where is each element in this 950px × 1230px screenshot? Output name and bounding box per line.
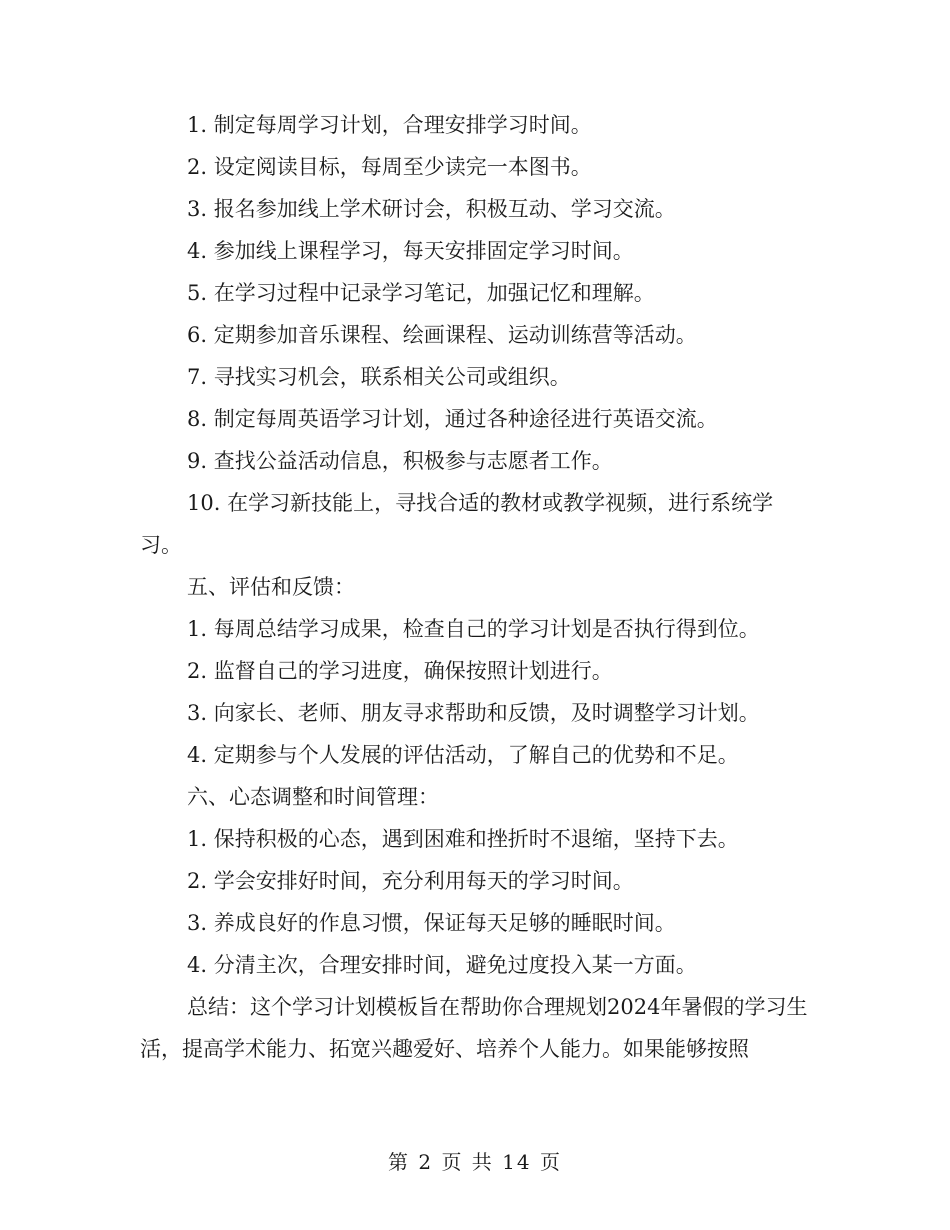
list-item: 3. 向家长、老师、朋友寻求帮助和反馈，及时调整学习计划。 — [187, 701, 760, 725]
document-body — [140, 104, 812, 1070]
section-heading: 六、心态调整和时间管理： — [187, 785, 439, 809]
list-item: 3. 报名参加线上学术研讨会，积极互动、学习交流。 — [187, 197, 676, 221]
list-item: 1. 每周总结学习成果，检查自己的学习计划是否执行得到位。 — [187, 617, 760, 641]
summary-paragraph: 总结：这个学习计划模板旨在帮助你合理规划2024年暑假的学习生活，提高学术能力、拓宽兴趣爱好、培养个人能力。如果能够按照 — [140, 995, 808, 1061]
section-heading: 五、评估和反馈： — [187, 575, 355, 599]
list-item: 2. 学会安排好时间，充分利用每天的学习时间。 — [187, 869, 634, 893]
list-item: 8. 制定每周英语学习计划，通过各种途径进行英语交流。 — [187, 407, 718, 431]
page-footer: 第 2 页 共 14 页 — [388, 1150, 562, 1174]
list-item: 1. 保持积极的心态，遇到困难和挫折时不退缩，坚持下去。 — [187, 827, 739, 851]
list-item: 10. 在学习新技能上，寻找合适的教材或教学视频，进行系统学习。 — [140, 491, 774, 557]
list-item: 4. 分清主次，合理安排时间，避免过度投入某一方面。 — [187, 953, 697, 977]
list-item: 6. 定期参加音乐课程、绘画课程、运动训练营等活动。 — [187, 323, 697, 347]
list-item: 2. 设定阅读目标，每周至少读完一本图书。 — [187, 155, 592, 179]
list-item: 4. 参加线上课程学习，每天安排固定学习时间。 — [187, 239, 634, 263]
list-item: 1. 制定每周学习计划，合理安排学习时间。 — [187, 113, 592, 137]
list-item: 9. 查找公益活动信息，积极参与志愿者工作。 — [187, 449, 613, 473]
list-item: 5. 在学习过程中记录学习笔记，加强记忆和理解。 — [187, 281, 655, 305]
list-item: 2. 监督自己的学习进度，确保按照计划进行。 — [187, 659, 613, 683]
list-item: 4. 定期参与个人发展的评估活动，了解自己的优势和不足。 — [187, 743, 739, 767]
list-item: 3. 养成良好的作息习惯，保证每天足够的睡眠时间。 — [187, 911, 676, 935]
list-item: 7. 寻找实习机会，联系相关公司或组织。 — [187, 365, 571, 389]
